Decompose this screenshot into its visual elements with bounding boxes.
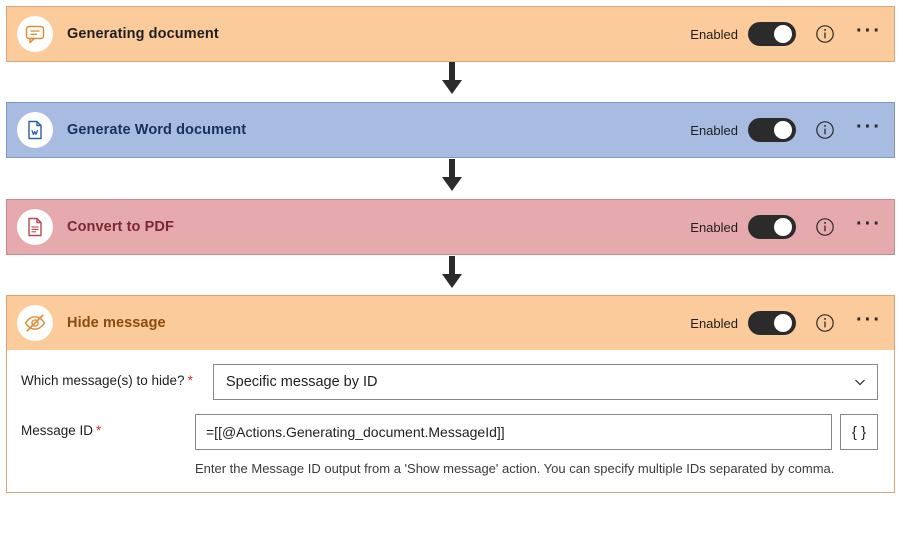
expression-builder-button[interactable]: { } bbox=[840, 414, 878, 450]
step-status-label: Enabled bbox=[690, 315, 738, 331]
which-message-label-text: Which message(s) to hide? bbox=[21, 373, 185, 388]
pdf-document-icon bbox=[17, 209, 53, 245]
required-marker: * bbox=[187, 373, 193, 388]
step-enabled-toggle[interactable] bbox=[748, 118, 796, 142]
step-title: Hide message bbox=[67, 315, 166, 331]
message-id-input[interactable] bbox=[195, 414, 832, 450]
step-title: Convert to PDF bbox=[67, 219, 174, 235]
toggle-knob bbox=[774, 314, 792, 332]
hide-message-form bbox=[7, 350, 894, 492]
which-message-field-row bbox=[21, 364, 878, 400]
message-id-label bbox=[21, 414, 187, 438]
down-arrow-icon bbox=[440, 256, 464, 290]
toggle-knob bbox=[774, 25, 792, 43]
info-icon[interactable] bbox=[814, 23, 836, 45]
ellipsis-icon[interactable]: ··· bbox=[856, 308, 882, 331]
word-document-icon bbox=[17, 112, 53, 148]
message-id-field-row bbox=[21, 414, 878, 450]
step-header[interactable] bbox=[7, 7, 894, 61]
step-header[interactable] bbox=[7, 200, 894, 254]
info-icon[interactable] bbox=[814, 119, 836, 141]
toggle-knob bbox=[774, 121, 792, 139]
required-marker: * bbox=[96, 423, 102, 438]
step-title: Generate Word document bbox=[67, 122, 247, 138]
step-enabled-toggle[interactable] bbox=[748, 311, 796, 335]
which-message-select[interactable] bbox=[213, 364, 878, 400]
step-title: Generating document bbox=[67, 26, 219, 42]
flow-step-generating-document[interactable] bbox=[6, 6, 895, 62]
chevron-down-icon bbox=[853, 375, 867, 389]
step-header[interactable] bbox=[7, 103, 894, 157]
step-status-label: Enabled bbox=[690, 219, 738, 235]
down-arrow-icon bbox=[440, 159, 464, 193]
step-status-label: Enabled bbox=[690, 26, 738, 42]
flow-step-hide-message[interactable] bbox=[6, 295, 895, 493]
message-id-label-text: Message ID bbox=[21, 423, 94, 438]
ellipsis-icon[interactable]: ··· bbox=[856, 19, 882, 42]
ellipsis-icon[interactable]: ··· bbox=[856, 115, 882, 138]
message-id-helper-text: Enter the Message ID output from a 'Show message' action. You can specify multiple IDs separated by comma. bbox=[195, 461, 835, 476]
step-enabled-toggle[interactable] bbox=[748, 215, 796, 239]
info-icon[interactable] bbox=[814, 312, 836, 334]
info-icon[interactable] bbox=[814, 216, 836, 238]
which-message-label bbox=[21, 364, 213, 388]
message-id-value: =[[@Actions.Generating_document.MessageId]] bbox=[206, 424, 505, 440]
ellipsis-icon[interactable]: ··· bbox=[856, 212, 882, 235]
flow-step-generate-word-document[interactable] bbox=[6, 102, 895, 158]
flow-step-convert-to-pdf[interactable] bbox=[6, 199, 895, 255]
step-status-label: Enabled bbox=[690, 122, 738, 138]
step-enabled-toggle[interactable] bbox=[748, 22, 796, 46]
step-header[interactable] bbox=[7, 296, 894, 350]
speech-bubble-icon bbox=[17, 16, 53, 52]
eye-slash-icon bbox=[17, 305, 53, 341]
which-message-selected-value: Specific message by ID bbox=[226, 374, 378, 390]
down-arrow-icon bbox=[440, 62, 464, 96]
toggle-knob bbox=[774, 218, 792, 236]
